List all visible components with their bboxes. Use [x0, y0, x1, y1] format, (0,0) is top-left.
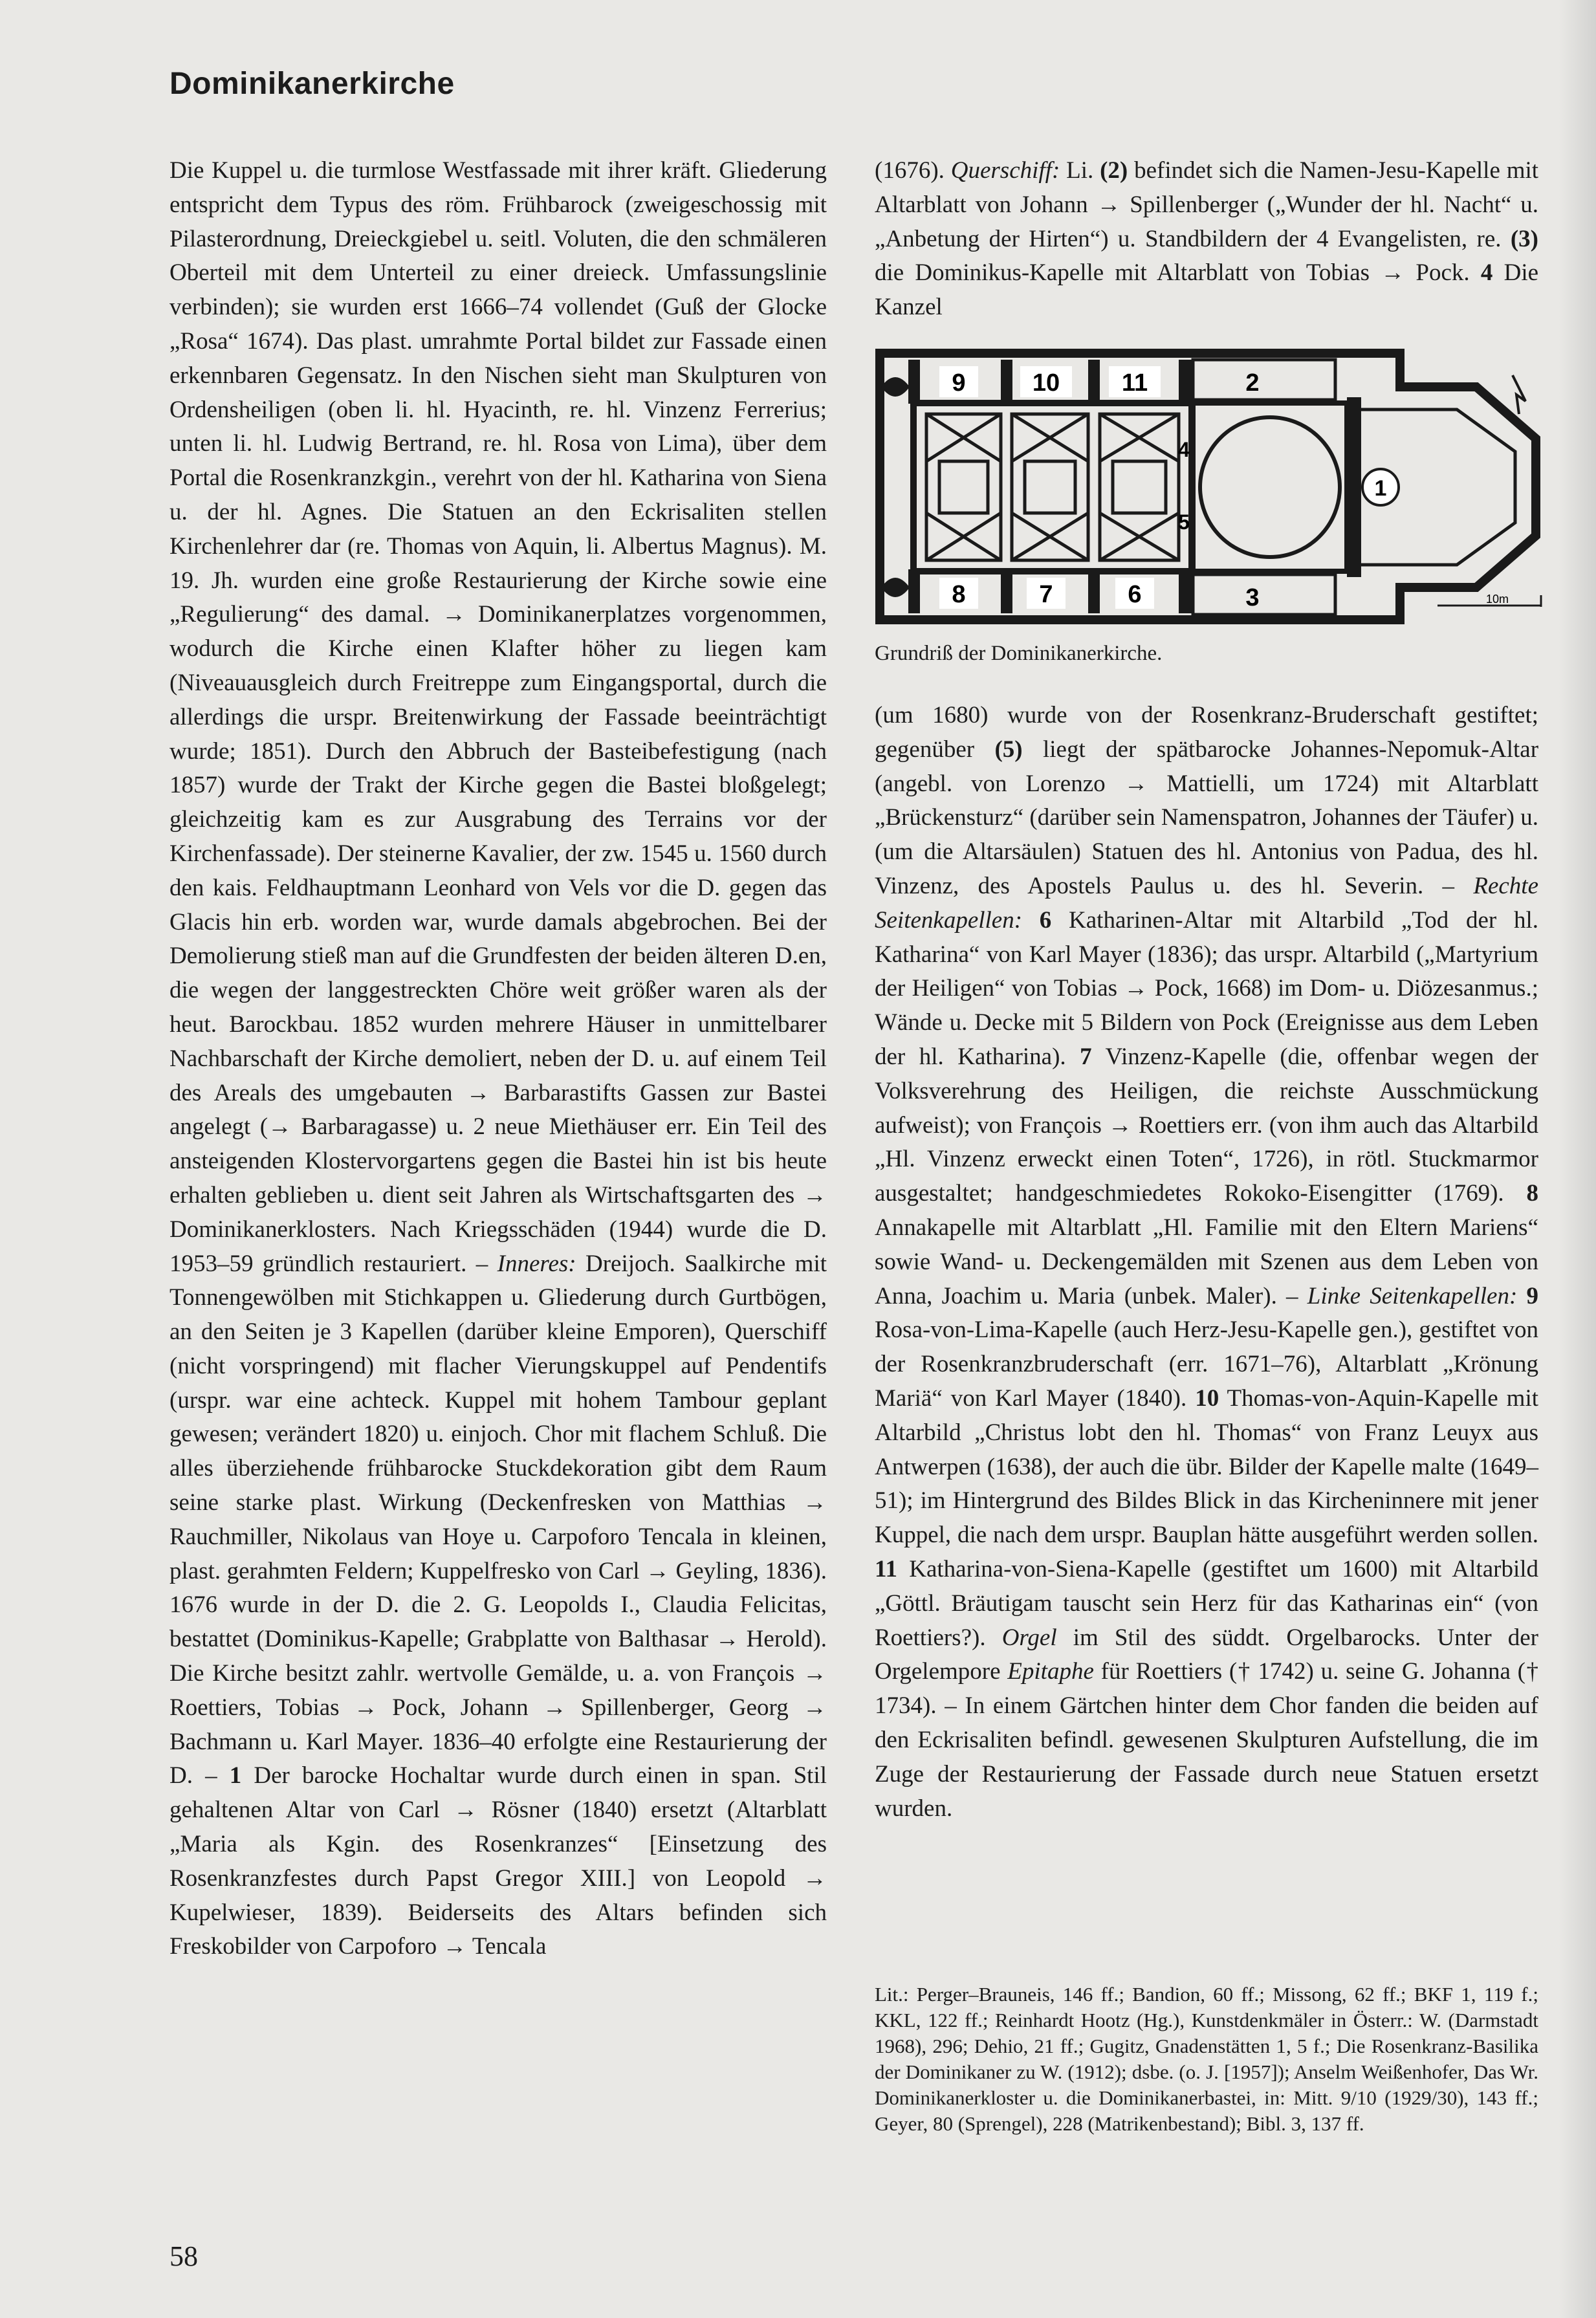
chapel-label-9: 9 — [952, 369, 966, 397]
chapel-label-11: 11 — [1121, 369, 1148, 397]
right-bottom-text-10: für Roettiers († 1742) u. seine G. Johanna († 1734). – In einem Gärtchen hinter dem Chor fanden die beiden auf den Eckrisaliten befindl. gewesenen Skulpturen Aufstellung, die im Zuge der Restaurierung der Fassade durch neue Statuen ersetzt wurden. — [875, 1658, 1538, 1822]
organ-label: Orgel — [1001, 1624, 1057, 1651]
right-chapels-label: Rechte Seitenkapellen: — [875, 872, 1538, 934]
pulpit-label-4: 4 — [1178, 438, 1190, 461]
interior-label: Inneres: — [497, 1250, 576, 1277]
right-top-text-3: befindet sich die Namen-Jesu-Kapelle mit Altarblatt von Johann → Spillenberger („Wunder der hl. Nacht“ u. „Anbetung der Hirten“) u. Standbildern der 4 Evangelisten, re. — [875, 157, 1539, 252]
right-column-bottom — [875, 699, 1538, 1826]
right-bottom-text-1: (um 1680) wurde von der Rosenkranz-Bruderschaft gestiftet; gegenüber — [875, 702, 1538, 763]
right-column-top — [875, 154, 1538, 325]
item-number-7: 7 — [1080, 1043, 1092, 1070]
left-text-2: Dreijoch. Saalkirche mit Tonnengewölben mit Stichkappen u. Gliederung durch Gurtbögen, an den Seiten je 3 Kapellen (darüber kleine Emporen), Querschiff (nicht vorspringend) mit flacher Vierungskuppel auf Pendentifs (urspr. war eine achteck. Kuppel mit hohem Tambour geplant gewesen; verändert 1820) u. einjoch. Chor mit flachem Schluß. Die alles überziehende frühbarocke Stuckdekoration gibt dem Raum seine starke plast. Wirkung (Deckenfresken von Matthias → Rauchmiller, Nikolaus van Hoye u. Carpoforo Tencala in kleinen, plast. gerahmten Feldern; Kuppelfresko von Carl → Geyling, 1836). 1676 wurde in der D. die 2. G. Leopolds I., Claudia Felicitas, bestattet (Dominikus-Kapelle; Grabplatte von Balthasar → Herold). Die Kirche besitzt zahlr. wertvolle Gemälde, u. a. von François → Roettiers, Tobias → Pock, Johann → Spillenberger, Georg → Bachmann u. Karl Mayer. 1836–40 erfolgte eine Restaurierung der D. – — [169, 1250, 827, 1789]
left-text-3: Der barocke Hochaltar wurde durch einen in span. Stil gehaltenen Altar von Carl → Rösner (1840) ersetzt (Altarblatt „Maria als Kgin. des Rosenkranzes“ [Einsetzung des Rosenkranzfestes durch Papst Gregor XIII.] von Leopold → Kupelwieser, 1839). Beiderseits des Altars befinden sich Freskobilder von Carpoforo → Tencala — [169, 1762, 827, 1960]
pier — [1001, 360, 1012, 404]
transept-right — [1193, 574, 1335, 615]
item-number-10: 10 — [1195, 1384, 1219, 1412]
left-text-1: Die Kuppel u. die turmlose Westfassade mit ihrer kräft. Gliederung entspricht dem Typus des röm. Frühbarock (zweigeschossig mit Pilasterordnung, Dreieckgiebel u. seitl. Voluten, die den schmäleren Oberteil mit dem Unterteil zu einer dreieck. Umfassungslinie verbinden); sie wurden erst 1666–74 vollendet (Guß der Glocke „Rosa“ 1674). Das plast. umrahmte Portal bildet zur Fassade einen erkennbaren Gegensatz. In den Nischen sieht man Skulpturen von Ordensheiligen (oben li. hl. Hyacinth, re. hl. Vinzenz Ferrerius; unten li. hl. Ludwig Bertrand, re. hl. Rosa von Lima), über dem Portal die Rosenkranzkgin., verehrt von der hl. Katharina von Siena u. der hl. Agnes. Die Statuen an den Eckrisaliten stellen Kirchenlehrer dar (re. Thomas von Aquin, li. Albertus Magnus). M. 19. Jh. wurden eine große Restaurierung der Kirche sowie eine „Regulierung“ des damal. → Dominikanerplatzes vorgenommen, wodurch die Kirche einen Klafter höher zu liegen kam (Niveauausgleich durch Freitreppe zum Eingangsportal, durch die allerdings die urspr. Breitenwirkung der Fassade beeinträchtigt wurde; 1851). Durch den Abbruch der Basteibefestigung (nach 1857) wurde der Trakt der Kirche gegen die Bastei bloßgelegt; gleichzeitig kam es zur Ausgrabung des Terrains vor der Kirchenfassade). Der steinerne Kavalier, der zw. 1545 u. 1560 durch den kais. Feldhauptmann Leonhard von Vels vor die D. gegen das Glacis hin erb. worden war, wurde damals abgebrochen. Bei der Demolierung stieß man auf die Grundfesten der beiden älteren D.en, die wegen der langgestreckten Chöre weit größer waren als der heut. Barockbau. 1852 wurden mehrere Häuser in unmittelbarer Nachbarschaft der Kirche demoliert, neben der D. u. auf einem Teil des Areals des umgebauten → Barbarastifts Gassen zur Bastei angelegt (→ Barbaragasse) u. 2 neue Miethäuser err. Ein Teil des ansteigenden Klostervorgartens gegen die Bastei hin ist bis heute erhalten geblieben u. dient seit Jahren als Wirtschaftsgarten des → Dominikanerklosters. Nach Kriegsschäden (1944) wurde die D. 1953–59 gründlich restauriert. — [169, 157, 827, 1277]
right-top-text-2: Li. — [1066, 157, 1094, 184]
page-title: Dominikanerkirche — [169, 67, 455, 101]
chapel-label-6: 6 — [1128, 581, 1142, 608]
epitaph-label: Epitaphe — [1007, 1658, 1094, 1685]
right-bottom-text-4: Vinzenz-Kapelle (die, offenbar wegen der Volksverehrung des Heiligen, die reichste Ausschmückung aufweist); von François → Roettiers err. (von ihm auch das Altarbild „Hl. Vinzenz erweckt einen Toten“, 1726), in rötl. Stuckmarmor ausgestaltet; handgeschmiedetes Rokoko-Eisengitter (1769). — [875, 1043, 1539, 1207]
side-altar-label-5: 5 — [1178, 510, 1190, 534]
pier — [1179, 569, 1193, 613]
floor-plan-drawing — [875, 342, 1542, 629]
left-column — [169, 154, 827, 1964]
right-bottom-text-6: Rosa-von-Lima-Kapelle (auch Herz-Jesu-Kapelle gen.), gestiftet von der Rosenkranzbruderschaft (err. 1671–76), Altarblatt „Krönung Mariä“ von Karl Mayer (1840). — [875, 1317, 1538, 1412]
right-bottom-text-9: im Stil des süddt. Orgelbarocks. Unter der Orgelempore — [875, 1624, 1538, 1685]
crossing — [1193, 403, 1347, 571]
vault-panel — [1025, 461, 1075, 513]
high-altar-label-1: 1 — [1374, 476, 1387, 501]
entrance-niche — [881, 578, 910, 597]
chapel-label-8: 8 — [952, 581, 966, 608]
vault-panel — [1113, 461, 1166, 513]
item-number-2: (2) — [1100, 157, 1128, 184]
item-number-1: 1 — [229, 1762, 242, 1789]
item-number-11: 11 — [875, 1555, 897, 1582]
entrance-niche — [881, 377, 910, 397]
right-top-paragraph — [875, 154, 1538, 325]
vault-panel — [939, 461, 988, 513]
pier — [908, 360, 920, 404]
item-number-9: 9 — [1526, 1282, 1539, 1309]
item-number-3: (3) — [1510, 225, 1538, 252]
north-arrow-icon — [1513, 375, 1525, 414]
page-number: 58 — [169, 2240, 198, 2272]
scale-label: 10m — [1486, 593, 1509, 606]
literature-references — [875, 1982, 1538, 2137]
outer-wall — [880, 353, 1536, 620]
right-top-text-4: die Dominikus-Kapelle mit Altarblatt von Tobias → Pock. — [875, 259, 1470, 287]
transept-left — [1193, 360, 1335, 400]
chapel-label-10: 10 — [1032, 369, 1060, 397]
right-bottom-text-3: Katharinen-Altar mit Altarbild „Tod der hl. Katharina“ von Karl Mayer (1836); das urspr. Altarbild („Martyrium der Heiligen“ von Tobias → Pock, 1668) im Dom- u. Diözesanmus.; Wände u. Decke mit 5 Bildern von Pock (Ereignisse aus dem Leben der hl. Katharina). — [875, 906, 1538, 1070]
item-number-4: 4 — [1480, 259, 1493, 287]
right-bottom-text-2: liegt der spätbarocke Johannes-Nepomuk-Altar (angebl. von Lorenzo → Mattielli, um 1724) mit Altarblatt „Brückensturz“ (darüber sein Namenspatron, Johannes der Täufer) u. (um die Altarsäulen) Statuen des hl. Antonius von Padua, des hl. Vinzenz, des Apostels Paulus u. des hl. Severin. – — [875, 736, 1539, 899]
pier — [908, 569, 920, 613]
floor-plan — [875, 342, 1542, 629]
pier — [1088, 569, 1100, 613]
right-bottom-text-5: Annakapelle mit Altarblatt „Hl. Familie mit den Eltern Mariens“ sowie Wand- u. Deckengemälden mit Szenen aus dem Leben von Anna, Joachim u. Maria (unbek. Maler). – — [875, 1214, 1538, 1309]
transept-label-2: 2 — [1245, 369, 1260, 397]
right-bottom-paragraph — [875, 699, 1538, 1826]
chapel-label-7: 7 — [1039, 581, 1053, 608]
dome-outline — [1200, 417, 1340, 557]
left-chapels-label: Linke Seitenkapellen: — [1307, 1282, 1518, 1309]
transept-label-3: 3 — [1245, 584, 1260, 611]
item-number-5: (5) — [994, 736, 1023, 763]
floor-plan-caption: Grundriß der Dominikanerkirche. — [875, 642, 1163, 665]
pier — [1179, 360, 1193, 404]
transept-label: Querschiff: — [950, 157, 1060, 184]
right-top-text-1: (1676). — [875, 157, 945, 184]
literature-text: Lit.: Perger–Brauneis, 146 ff.; Bandion, 60 ff.; Missong, 62 ff.; BKF 1, 119 f.; KKL, 122 ff.; Reinhardt Hootz (Hg.), Kunstdenkmäler in Österr.: W. (Darmstadt 1968), 296; Dehio, 21 ff.; Gugitz, Gnadenstätten 1, 5 f.; Die Rosenkranz-Basilika der Dominikaner zu W. (1912); dsbe. (o. J. [1957]); Anselm Weißenhofer, Das Wr. Dominikanerkloster u. die Dominikanerbastei, in: Mitt. 9/10 (1929/30), 143 ff.; Geyer, 80 (Sprengel), 228 (Matrikenbestand); Bibl. 3, 137 ff. — [875, 1983, 1538, 2135]
pier — [1001, 569, 1012, 613]
chancel-arch — [1347, 397, 1361, 577]
right-bottom-text-8: Katharina-von-Siena-Kapelle (gestiftet um 1600) mit Altarbild „Göttl. Bräutigam tauscht sein Herz für das Katharinas ein“ (von Roettiers?). — [875, 1555, 1538, 1651]
right-bottom-text-7: Thomas-von-Aquin-Kapelle mit Altarbild „Christus lobt den hl. Thomas“ von Franz Leuyx aus Antwerpen (1638), der auch die übr. Bilder der Kapelle malte (1649–51); im Hintergrund des Bildes Blick in das Kircheninnere mit jener Kuppel, die nach dem urspr. Bauplan hätte ausgeführt werden sollen. — [875, 1384, 1538, 1549]
pier — [1088, 360, 1100, 404]
left-column-paragraph: Die Kuppel u. die turmlose Westfassade mit ihrer kräft. Gliederung entspricht dem Typus des röm. Frühbarock (zweigeschossig mit Pilasterordnung, Dreieckgiebel u. seitl. Voluten, die den schmäleren Oberteil mit dem Unterteil zu einer dreieck. Umfassungslinie verbinden); sie wurden erst 1666–74 vollendet (Guß der Glocke „Rosa“ 1674). Das plast. umrahmte Portal bildet zur Fassade einen erkennbaren Gegensatz. In den Nischen sieht man Skulpturen von Ordensheiligen (oben li. hl. Hyacinth, re. hl. Vinzenz Ferrerius; unten li. hl. Ludwig Bertrand, re. hl. Rosa von Lima), über dem Portal die Rosenkranzkgin., verehrt von der hl. Katharina von Siena u. der hl. Agnes. Die Statuen an den Eckrisaliten stellen Kirchenlehrer dar (re. Thomas von Aquin, li. Albertus Magnus). M. 19. Jh. wurden eine große Restaurierung der Kirche sowie eine „Regulierung“ des damal. → Dominikanerplatzes vorgenommen, wodurch die Kirche einen Klafter höher zu liegen kam (Niveauausgleich durch Freitreppe zum Eingangsportal, durch die allerdings die urspr. Breitenwirkung der Fassade beeinträchtigt wurde; 1851). Durch den Abbruch der Basteibefestigung (nach 1857) wurde der Trakt der Kirche gegen die Bastei bloßgelegt; gleichzeitig kam es zur Ausgrabung des Terrains vor der Kirchenfassade). Der steinerne Kavalier, der zw. 1545 u. 1560 durch den kais. Feldhauptmann Leonhard von Vels vor die D. gegen das Glacis hin erb. worden war, wurde damals abgebrochen. Bei der Demolierung stieß man auf die Grundfesten der beiden älteren D.en, die wegen der langgestreckten Chöre weit größer waren als der heut. Barockbau. 1852 wurden mehrere Häuser in unmittelbarer Nachbarschaft der Kirche demoliert, neben der D. u. auf einem Teil des Areals des umgebauten → Barbarastifts Gassen zur Bastei angelegt (→ Barbaragasse) u. 2 neue Miethäuser err. Ein Teil des ansteigenden Klostervorgartens gegen die Bastei hin ist bis heute erhalten geblieben u. dient seit Jahren als Wirtschaftsgarten des → Dominikanerklosters. Nach Kriegsschäden (1944) wurde die D. 1953–59 gründlich restauriert. – Inneres: Dreijoch. Saalkirche mit Tonnengewölben mit Stichkappen u. Gliederung durch Gurtbögen, an den Seiten je 3 Kapellen (darüber kleine Emporen), Querschiff (nicht vorspringend) mit flacher Vierungskuppel auf Pendentifs (urspr. war eine achteck. Kuppel mit hohem Tambour geplant gewesen; verändert 1820) u. einjoch. Chor mit flachem Schluß. Die alles überziehende frühbarocke Stuckdekoration gibt dem Raum seine starke plast. Wirkung (Deckenfresken von Matthias → Rauchmiller, Nikolaus van Hoye u. Carpoforo Tencala in kleinen, plast. gerahmten Feldern; Kuppelfresko von Carl → Geyling, 1836). 1676 wurde in der D. die 2. G. Leopolds I., Claudia Felicitas, bestattet (Dominikus-Kapelle; Grabplatte von Balthasar → Herold). Die Kirche besitzt zahlr. wertvolle Gemälde, u. a. von François → Roettiers, Tobias → Pock, Johann → Spillenberger, Georg → Bachmann u. Karl Mayer. 1836–40 erfolgte eine Restaurierung der D. – 1 Der barocke Hochaltar wurde durch einen in span. Stil gehaltenen Altar von Carl → Rösner (1840) ersetzt (Altarblatt „Maria als Kgin. des Rosenkranzes“ [Einsetzung des Rosenkranzfestes durch Papst Gregor XIII.] von Leopold → Kupelwieser, 1839). Beiderseits des Altars befinden sich Freskobilder von Carpoforo → Tencala — [169, 157, 827, 1960]
page-edge-shade — [1559, 0, 1596, 2318]
item-number-8: 8 — [1526, 1180, 1538, 1207]
nave-wall — [913, 403, 1192, 571]
right-top-text-5: Die Kanzel — [875, 259, 1539, 321]
item-number-6: 6 — [1039, 906, 1052, 934]
